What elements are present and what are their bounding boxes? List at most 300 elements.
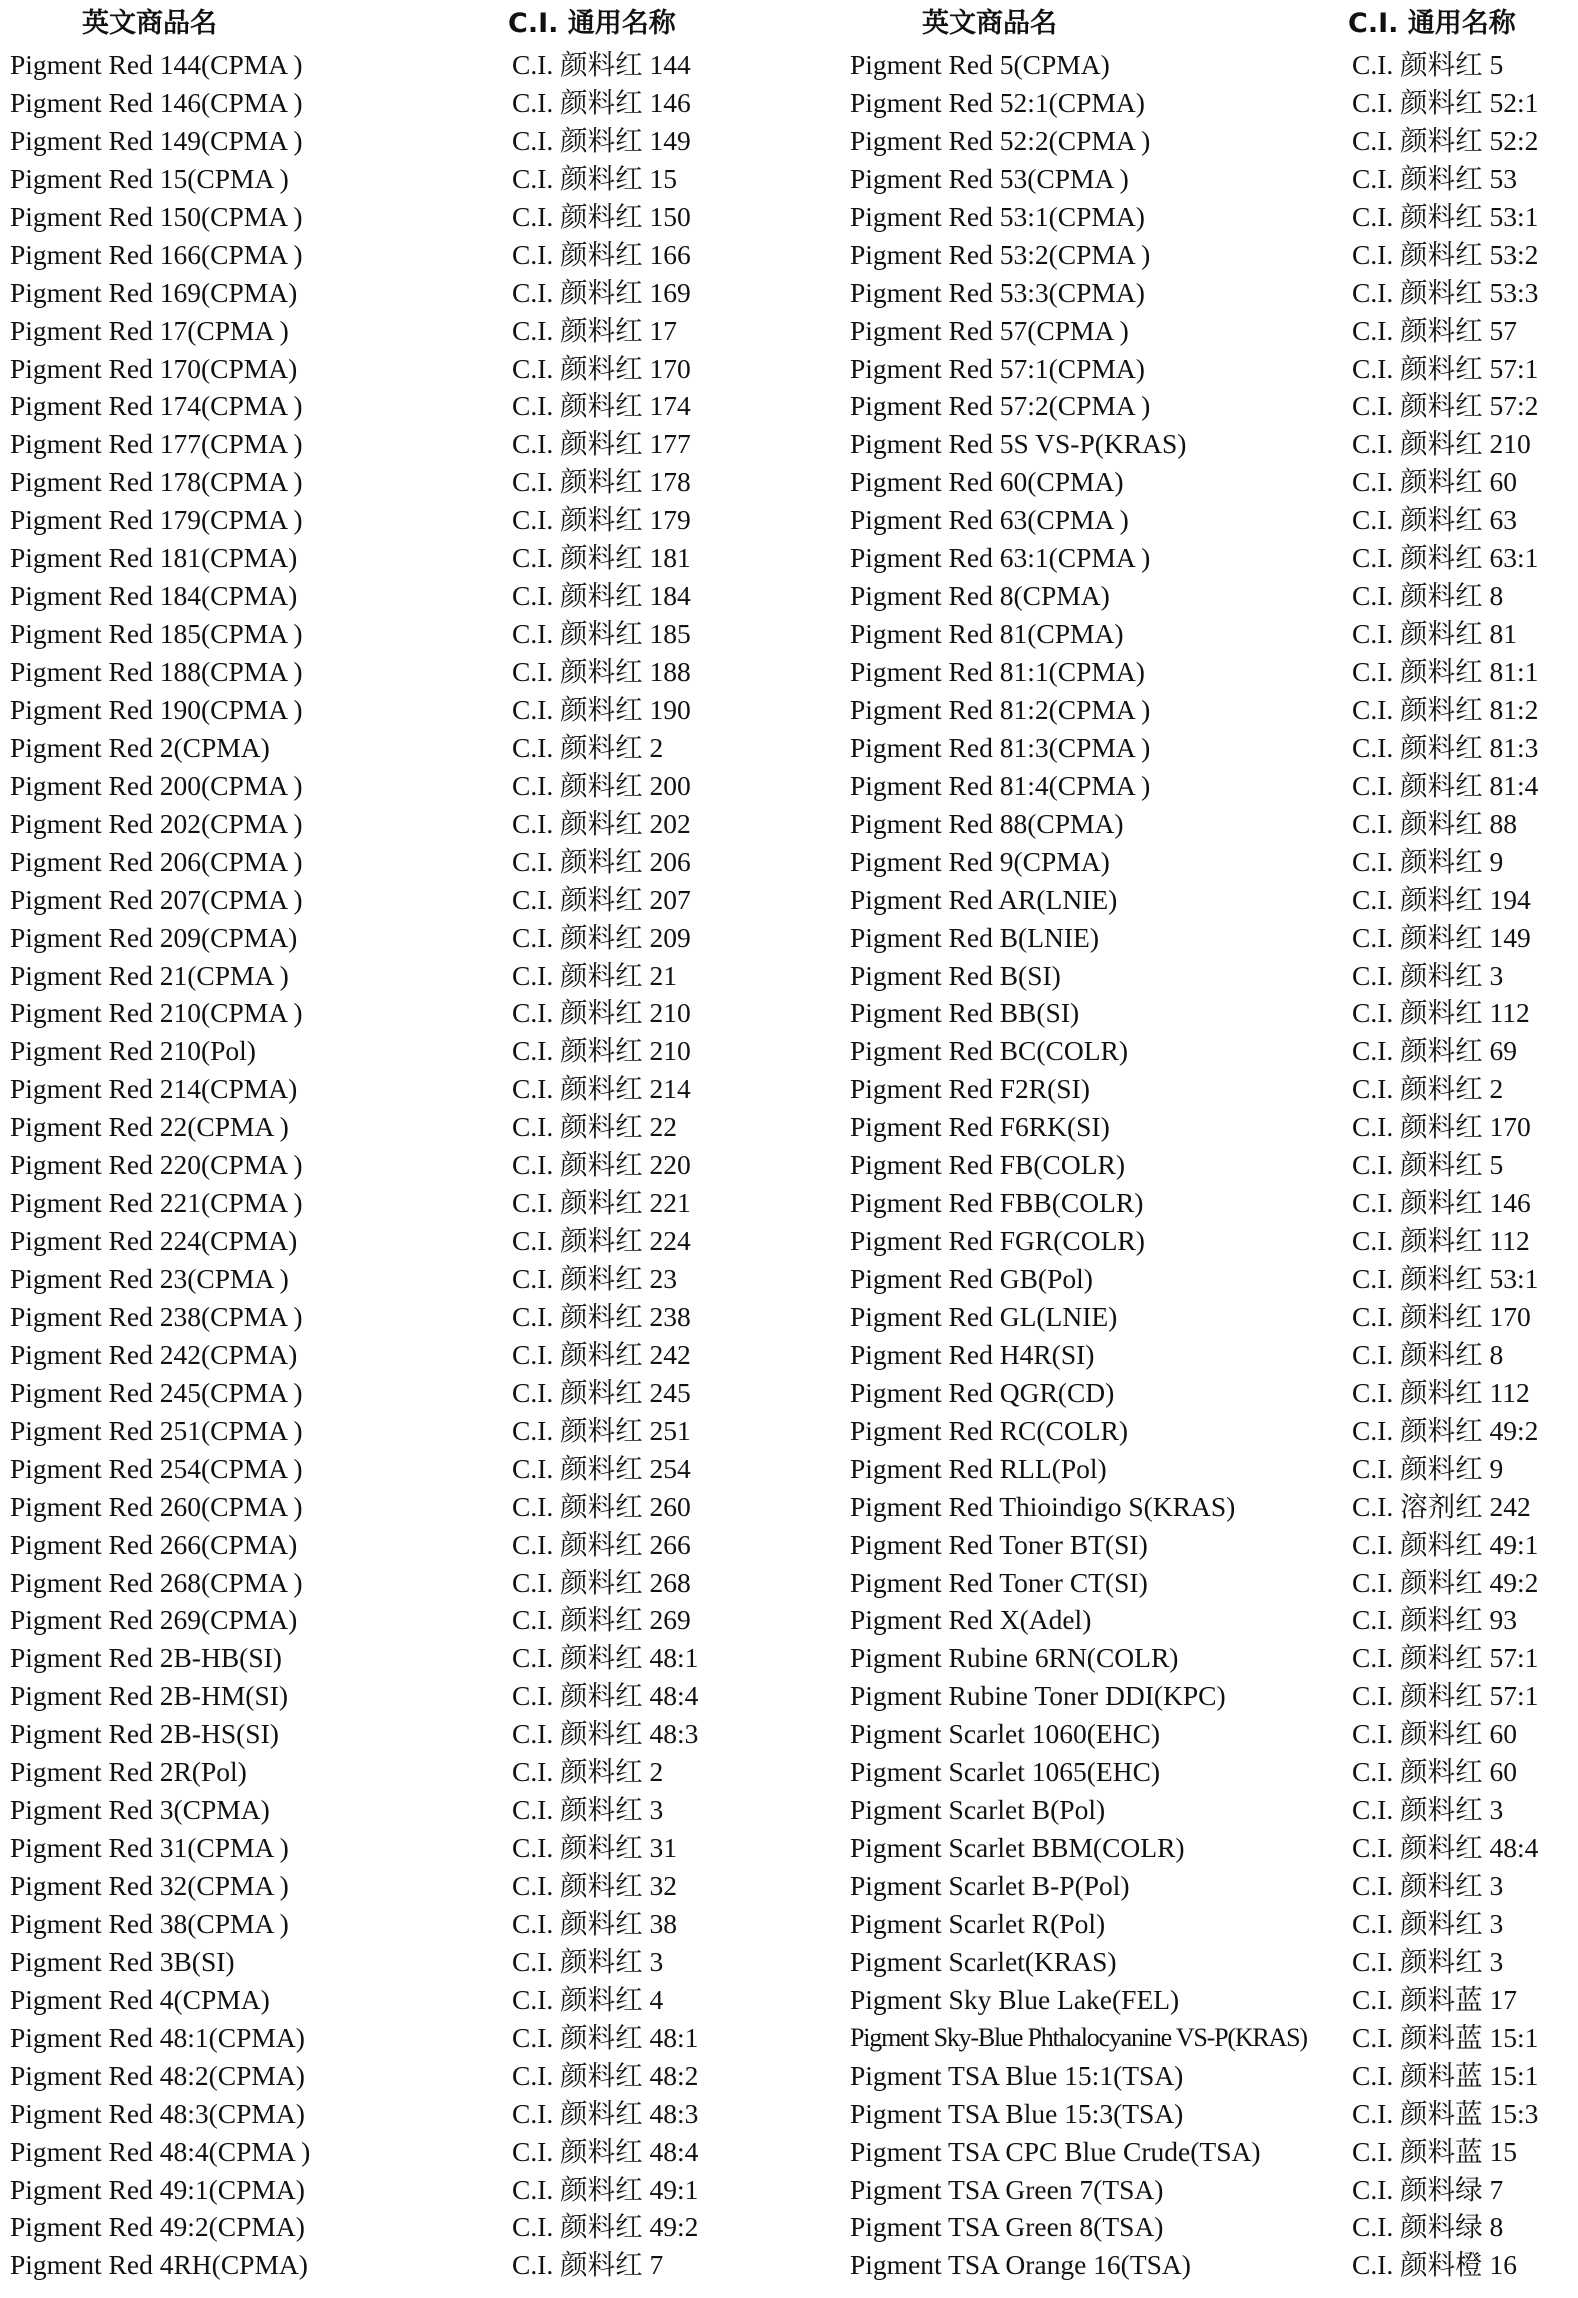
ci-name-cell: C.I. 颜料红 149 <box>512 124 691 156</box>
ci-name-cell: C.I. 颜料红 245 <box>512 1376 691 1408</box>
ci-name-cell: C.I. 颜料红 150 <box>512 200 691 232</box>
ci-name-cell: C.I. 颜料红 210 <box>512 1035 691 1067</box>
ci-name-cell: C.I. 颜料红 9 <box>1352 1452 1504 1484</box>
table-row <box>0 1677 738 1715</box>
ci-name-cell: C.I. 颜料红 112 <box>1352 1225 1530 1257</box>
ci-name-cell: C.I. 颜料红 174 <box>512 390 691 422</box>
ci-name-cell: C.I. 颜料蓝 15:1 <box>1352 2021 1539 2053</box>
table-row <box>840 2171 1578 2209</box>
trade-name-cell: Pigment Red 268(CPMA ) <box>10 1566 303 1598</box>
trade-name-cell: Pigment Red 221(CPMA ) <box>10 1187 303 1219</box>
table-row <box>0 1108 738 1146</box>
table-row <box>0 1184 738 1222</box>
table-row <box>840 1905 1578 1943</box>
trade-name-cell: Pigment Red 179(CPMA ) <box>10 504 303 536</box>
table-row <box>840 919 1578 957</box>
table-row <box>0 2133 738 2171</box>
ci-name-cell: C.I. 颜料红 57:2 <box>1352 390 1539 422</box>
trade-name-cell: Pigment Red RC(COLR) <box>850 1414 1129 1446</box>
trade-name-cell: Pigment Red B(SI) <box>850 959 1061 991</box>
trade-name-cell: Pigment Red 206(CPMA ) <box>10 845 303 877</box>
trade-name-cell: Pigment Red 63(CPMA ) <box>850 504 1129 536</box>
table-row <box>0 1222 738 1260</box>
table-row <box>0 46 738 84</box>
trade-name-cell: Pigment Red 8(CPMA) <box>850 580 1110 612</box>
table-row <box>0 2208 738 2246</box>
table-row <box>0 463 738 501</box>
ci-name-cell: C.I. 颜料红 23 <box>512 1263 677 1294</box>
trade-name-cell: Pigment Red 254(CPMA ) <box>10 1452 303 1484</box>
table-row <box>0 957 738 995</box>
table-row <box>0 1829 738 1867</box>
trade-name-cell: Pigment Red FBB(COLR) <box>850 1187 1144 1219</box>
table-row <box>840 46 1578 84</box>
table-row <box>840 84 1578 122</box>
trade-name-cell: Pigment Red GL(LNIE) <box>850 1300 1118 1332</box>
trade-name-cell: Pigment Red 2B-HM(SI) <box>10 1680 289 1712</box>
trade-name-cell: Pigment Red BC(COLR) <box>850 1035 1129 1067</box>
ci-name-cell: C.I. 颜料红 81 <box>1352 618 1517 650</box>
ci-name-cell: C.I. 颜料绿 7 <box>1352 2173 1504 2205</box>
ci-name-cell: C.I. 颜料红 179 <box>512 504 691 536</box>
trade-name-cell: Pigment Red QGR(CD) <box>850 1376 1115 1408</box>
trade-name-cell: Pigment TSA Blue 15:1(TSA) <box>850 2059 1184 2091</box>
ci-name-cell: C.I. 颜料红 238 <box>512 1300 691 1332</box>
ci-name-cell: C.I. 颜料红 8 <box>1352 1338 1504 1370</box>
table-row <box>0 653 738 691</box>
table-row <box>0 1032 738 1070</box>
ci-name-cell: C.I. 颜料红 210 <box>512 997 691 1029</box>
table-row <box>0 350 738 388</box>
trade-name-cell: Pigment Red 57:2(CPMA ) <box>850 390 1151 422</box>
table-row <box>840 463 1578 501</box>
table-row <box>840 1298 1578 1336</box>
ci-name-cell: C.I. 颜料红 112 <box>1352 997 1530 1029</box>
ci-name-cell: C.I. 颜料红 15 <box>512 162 677 194</box>
trade-name-cell: Pigment Red 210(Pol) <box>10 1035 256 1067</box>
trade-name-cell: Pigment Red 181(CPMA) <box>10 542 298 574</box>
table-row <box>840 2095 1578 2133</box>
table-row <box>840 1146 1578 1184</box>
trade-name-cell: Pigment Red 48:3(CPMA) <box>10 2097 305 2129</box>
ci-name-cell: C.I. 颜料红 210 <box>1352 428 1531 460</box>
trade-name-cell: Pigment Red 3(CPMA) <box>10 1794 270 1826</box>
ci-name-cell: C.I. 颜料红 184 <box>512 580 691 612</box>
trade-name-cell: Pigment Red 48:4(CPMA ) <box>10 2135 311 2167</box>
ci-name-cell: C.I. 颜料红 88 <box>1352 807 1517 839</box>
trade-name-cell: Pigment Red 4RH(CPMA) <box>10 2249 308 2281</box>
table-row <box>0 881 738 919</box>
table-row <box>840 653 1578 691</box>
table-row <box>0 1601 738 1639</box>
trade-name-cell: Pigment Red 174(CPMA ) <box>10 390 303 422</box>
ci-name-cell: C.I. 颜料红 49:2 <box>1352 1566 1539 1598</box>
table-row <box>0 1753 738 1791</box>
trade-name-cell: Pigment Red 144(CPMA ) <box>10 49 303 80</box>
trade-name-cell: Pigment Red 53(CPMA ) <box>850 162 1129 194</box>
trade-name-cell: Pigment Rubine 6RN(COLR) <box>850 1642 1179 1674</box>
trade-name-cell: Pigment Red Toner CT(SI) <box>850 1566 1148 1598</box>
trade-name-cell: Pigment TSA Green 7(TSA) <box>850 2173 1164 2205</box>
ci-name-cell: C.I. 颜料红 3 <box>1352 1907 1504 1939</box>
trade-name-cell: Pigment Red 60(CPMA) <box>850 466 1124 498</box>
ci-name-cell: C.I. 颜料红 200 <box>512 769 691 801</box>
header-trade-name: 英文商品名 <box>82 8 217 39</box>
ci-name-cell: C.I. 颜料红 7 <box>512 2249 664 2281</box>
trade-name-cell: Pigment Red 49:1(CPMA) <box>10 2173 305 2205</box>
table-row <box>840 767 1578 805</box>
table-row <box>840 2133 1578 2171</box>
ci-name-cell: C.I. 颜料红 48:3 <box>512 2097 699 2129</box>
ci-name-cell: C.I. 颜料红 221 <box>512 1187 691 1219</box>
trade-name-cell: Pigment Red 214(CPMA) <box>10 1073 298 1105</box>
trade-name-cell: Pigment Red F6RK(SI) <box>850 1111 1110 1143</box>
table-row <box>840 1526 1578 1564</box>
table-row <box>0 843 738 881</box>
ci-name-cell: C.I. 颜料红 178 <box>512 466 691 498</box>
trade-name-cell: Pigment Red X(Adel) <box>850 1604 1092 1636</box>
table-row <box>0 1791 738 1829</box>
table-row <box>840 1715 1578 1753</box>
ci-name-cell: C.I. 颜料红 209 <box>512 921 691 953</box>
trade-name-cell: Pigment Red 177(CPMA ) <box>10 428 303 460</box>
ci-name-cell: C.I. 颜料红 81:3 <box>1352 731 1539 763</box>
table-row <box>0 1639 738 1677</box>
trade-name-cell: Pigment Red 209(CPMA) <box>10 921 298 953</box>
trade-name-cell: Pigment Red 3B(SI) <box>10 1945 235 1977</box>
table-row <box>0 312 738 350</box>
table-row <box>0 1488 738 1526</box>
table-row <box>0 805 738 843</box>
ci-name-cell: C.I. 颜料红 57:1 <box>1352 1680 1539 1712</box>
trade-name-cell: Pigment TSA Green 8(TSA) <box>850 2211 1164 2243</box>
ci-name-cell: C.I. 颜料红 81:1 <box>1352 656 1539 687</box>
table-row <box>840 274 1578 312</box>
table-row <box>840 1677 1578 1715</box>
ci-name-cell: C.I. 颜料红 2 <box>512 731 664 763</box>
table-row <box>0 615 738 653</box>
table-row <box>840 350 1578 388</box>
ci-name-cell: C.I. 颜料红 48:2 <box>512 2059 699 2091</box>
ci-name-cell: C.I. 颜料红 93 <box>1352 1604 1517 1636</box>
trade-name-cell: Pigment Scarlet(KRAS) <box>850 1945 1117 1977</box>
ci-name-cell: C.I. 颜料红 169 <box>512 276 691 308</box>
trade-name-cell: Pigment Red 23(CPMA ) <box>10 1263 289 1294</box>
table-row <box>0 1412 738 1450</box>
table-row <box>0 1526 738 1564</box>
trade-name-cell: Pigment Red 53:3(CPMA) <box>850 276 1145 308</box>
trade-name-cell: Pigment Red 52:2(CPMA ) <box>850 124 1151 156</box>
table-row <box>0 1981 738 2019</box>
table-row <box>0 84 738 122</box>
table-row <box>840 425 1578 463</box>
ci-name-cell: C.I. 颜料红 21 <box>512 959 677 991</box>
trade-name-cell: Pigment Red 81:1(CPMA) <box>850 656 1145 687</box>
ci-name-cell: C.I. 颜料红 254 <box>512 1452 691 1484</box>
trade-name-cell: Pigment Rubine Toner DDI(KPC) <box>850 1680 1226 1712</box>
table-row <box>0 2246 738 2284</box>
ci-name-cell: C.I. 颜料红 202 <box>512 807 691 839</box>
table-row <box>0 425 738 463</box>
table-row <box>840 2246 1578 2284</box>
table-row <box>840 2019 1578 2057</box>
trade-name-cell: Pigment Red H4R(SI) <box>850 1338 1095 1370</box>
table-row <box>840 1412 1578 1450</box>
trade-name-cell: Pigment Red Thioindigo S(KRAS) <box>850 1490 1236 1522</box>
trade-name-cell: Pigment Red 149(CPMA ) <box>10 124 303 156</box>
ci-name-cell: C.I. 颜料红 194 <box>1352 883 1531 915</box>
ci-name-cell: C.I. 颜料红 53:2 <box>1352 238 1539 270</box>
ci-name-cell: C.I. 颜料红 170 <box>512 352 691 384</box>
trade-name-cell: Pigment Red 31(CPMA ) <box>10 1832 289 1864</box>
ci-name-cell: C.I. 颜料红 206 <box>512 845 691 877</box>
trade-name-cell: Pigment Red 2B-HS(SI) <box>10 1718 279 1750</box>
ci-name-cell: C.I. 颜料红 146 <box>1352 1187 1531 1219</box>
trade-name-cell: Pigment Red 260(CPMA ) <box>10 1490 303 1522</box>
table-row <box>840 957 1578 995</box>
trade-name-cell: Pigment Red 9(CPMA) <box>850 845 1110 877</box>
trade-name-cell: Pigment Red 266(CPMA) <box>10 1528 298 1560</box>
ci-name-cell: C.I. 颜料红 53:1 <box>1352 1263 1539 1294</box>
ci-name-cell: C.I. 颜料红 81:4 <box>1352 769 1539 801</box>
table-row <box>840 501 1578 539</box>
table-row <box>840 236 1578 274</box>
ci-name-cell: C.I. 颜料红 38 <box>512 1907 677 1939</box>
trade-name-cell: Pigment Red FGR(COLR) <box>850 1225 1145 1257</box>
table-row <box>840 881 1578 919</box>
table-row <box>840 160 1578 198</box>
ci-name-cell: C.I. 颜料红 60 <box>1352 466 1517 498</box>
ci-name-cell: C.I. 颜料红 52:2 <box>1352 124 1539 156</box>
ci-name-cell: C.I. 颜料红 48:4 <box>512 2135 699 2167</box>
table-row <box>840 2057 1578 2095</box>
table-row <box>840 198 1578 236</box>
ci-name-cell: C.I. 颜料蓝 15:1 <box>1352 2059 1539 2091</box>
trade-name-cell: Pigment Red 52:1(CPMA) <box>850 86 1145 118</box>
trade-name-cell: Pigment Red F2R(SI) <box>850 1073 1090 1105</box>
trade-name-cell: Pigment Red 81:2(CPMA ) <box>850 693 1151 725</box>
trade-name-cell: Pigment Red FB(COLR) <box>850 1149 1126 1181</box>
ci-name-cell: C.I. 颜料红 52:1 <box>1352 86 1539 118</box>
ci-name-cell: C.I. 颜料红 53 <box>1352 162 1517 194</box>
trade-name-cell: Pigment Scarlet B-P(Pol) <box>850 1870 1130 1901</box>
table-row <box>0 122 738 160</box>
trade-name-cell: Pigment Red 269(CPMA) <box>10 1604 298 1636</box>
trade-name-cell: Pigment Red 207(CPMA ) <box>10 883 303 915</box>
trade-name-cell: Pigment Red 2B-HB(SI) <box>10 1642 282 1674</box>
header-ci-name: C.I. 通用名称 <box>508 8 676 39</box>
ci-name-cell: C.I. 颜料红 251 <box>512 1414 691 1446</box>
table-row <box>840 1108 1578 1146</box>
table-row <box>840 1867 1578 1905</box>
ci-name-cell: C.I. 颜料蓝 15 <box>1352 2135 1517 2167</box>
trade-name-cell: Pigment Red 251(CPMA ) <box>10 1414 303 1446</box>
table-row <box>0 1260 738 1298</box>
table-row <box>0 2095 738 2133</box>
table-row <box>840 1564 1578 1602</box>
table-row <box>0 1070 738 1108</box>
trade-name-cell: Pigment Scarlet 1065(EHC) <box>850 1756 1161 1788</box>
ci-name-cell: C.I. 颜料红 32 <box>512 1870 677 1901</box>
table-row <box>0 1715 738 1753</box>
trade-name-cell: Pigment Red 32(CPMA ) <box>10 1870 289 1901</box>
trade-name-cell: Pigment Red 17(CPMA ) <box>10 314 289 346</box>
table-row <box>0 1564 738 1602</box>
table-row <box>0 1450 738 1488</box>
ci-name-cell: C.I. 颜料红 49:1 <box>512 2173 699 2205</box>
ci-name-cell: C.I. 颜料红 9 <box>1352 845 1504 877</box>
trade-name-cell: Pigment Red 81:4(CPMA ) <box>850 769 1151 801</box>
ci-name-cell: C.I. 溶剂红 242 <box>1352 1490 1531 1522</box>
table-row <box>0 577 738 615</box>
trade-name-cell: Pigment Red 220(CPMA ) <box>10 1149 303 1181</box>
ci-name-cell: C.I. 颜料红 3 <box>1352 1794 1504 1826</box>
table-row <box>840 577 1578 615</box>
trade-name-cell: Pigment Red B(LNIE) <box>850 921 1099 953</box>
table-row <box>0 274 738 312</box>
table-row <box>0 2171 738 2209</box>
ci-name-cell: C.I. 颜料红 48:1 <box>512 1642 699 1674</box>
ci-name-cell: C.I. 颜料红 269 <box>512 1604 691 1636</box>
trade-name-cell: Pigment Red 169(CPMA) <box>10 276 298 308</box>
table-row <box>840 1791 1578 1829</box>
trade-name-cell: Pigment Red 15(CPMA ) <box>10 162 289 194</box>
ci-name-cell: C.I. 颜料红 260 <box>512 1490 691 1522</box>
ci-name-cell: C.I. 颜料红 3 <box>512 1794 664 1826</box>
ci-name-cell: C.I. 颜料红 224 <box>512 1225 691 1257</box>
trade-name-cell: Pigment Red 224(CPMA) <box>10 1225 298 1257</box>
table-row <box>840 994 1578 1032</box>
table-row <box>0 1374 738 1412</box>
ci-name-cell: C.I. 颜料红 57:1 <box>1352 1642 1539 1674</box>
ci-name-cell: C.I. 颜料红 149 <box>1352 921 1531 953</box>
trade-name-cell: Pigment Red 190(CPMA ) <box>10 693 303 725</box>
ci-name-cell: C.I. 颜料红 146 <box>512 86 691 118</box>
table-row <box>840 1032 1578 1070</box>
ci-name-cell: C.I. 颜料红 166 <box>512 238 691 270</box>
trade-name-cell: Pigment Red 2(CPMA) <box>10 731 270 763</box>
table-row <box>0 919 738 957</box>
ci-name-cell: C.I. 颜料红 63 <box>1352 504 1517 536</box>
ci-name-cell: C.I. 颜料红 5 <box>1352 1149 1504 1181</box>
ci-name-cell: C.I. 颜料红 185 <box>512 618 691 650</box>
table-row <box>0 767 738 805</box>
table-row <box>0 539 738 577</box>
ci-name-cell: C.I. 颜料红 8 <box>1352 580 1504 612</box>
header-trade-name: 英文商品名 <box>922 8 1057 39</box>
table-row <box>840 387 1578 425</box>
ci-name-cell: C.I. 颜料红 190 <box>512 693 691 725</box>
ci-name-cell: C.I. 颜料红 49:2 <box>512 2211 699 2243</box>
table-row <box>840 312 1578 350</box>
table-row <box>0 2019 738 2057</box>
ci-name-cell: C.I. 颜料红 4 <box>512 1983 664 2015</box>
trade-name-cell: Pigment Red AR(LNIE) <box>850 883 1118 915</box>
trade-name-cell: Pigment Red 21(CPMA ) <box>10 959 289 991</box>
trade-name-cell: Pigment Red 210(CPMA ) <box>10 997 303 1029</box>
table-row <box>0 1336 738 1374</box>
trade-name-cell: Pigment Red Toner BT(SI) <box>850 1528 1148 1560</box>
table-row <box>840 2208 1578 2246</box>
trade-name-cell: Pigment TSA CPC Blue Crude(TSA) <box>850 2135 1261 2167</box>
ci-name-cell: C.I. 颜料红 17 <box>512 314 677 346</box>
ci-name-cell: C.I. 颜料红 53:3 <box>1352 276 1539 308</box>
table-row <box>0 1146 738 1184</box>
table-row <box>0 387 738 425</box>
ci-name-cell: C.I. 颜料红 48:4 <box>1352 1832 1539 1864</box>
trade-name-cell: Pigment Red 166(CPMA ) <box>10 238 303 270</box>
trade-name-cell: Pigment Red 184(CPMA) <box>10 580 298 612</box>
trade-name-cell: Pigment Red 81:3(CPMA ) <box>850 731 1151 763</box>
table-row <box>0 1298 738 1336</box>
ci-name-cell: C.I. 颜料红 81:2 <box>1352 693 1539 725</box>
trade-name-cell: Pigment TSA Orange 16(TSA) <box>850 2249 1191 2281</box>
ci-name-cell: C.I. 颜料红 2 <box>512 1756 664 1788</box>
ci-name-cell: C.I. 颜料红 188 <box>512 656 691 687</box>
table-row <box>0 729 738 767</box>
ci-name-cell: C.I. 颜料蓝 15:3 <box>1352 2097 1539 2129</box>
trade-name-cell: Pigment TSA Blue 15:3(TSA) <box>850 2097 1184 2129</box>
trade-name-cell: Pigment Scarlet R(Pol) <box>850 1907 1106 1939</box>
table-row <box>0 994 738 1032</box>
ci-name-cell: C.I. 颜料红 48:4 <box>512 1680 699 1712</box>
table-row <box>840 1222 1578 1260</box>
table-row <box>0 691 738 729</box>
ci-name-cell: C.I. 颜料橙 16 <box>1352 2249 1517 2281</box>
trade-name-cell: Pigment Red 53:2(CPMA ) <box>850 238 1151 270</box>
ci-name-cell: C.I. 颜料红 268 <box>512 1566 691 1598</box>
table-row <box>840 539 1578 577</box>
trade-name-cell: Pigment Red 200(CPMA ) <box>10 769 303 801</box>
trade-name-cell: Pigment Red 178(CPMA ) <box>10 466 303 498</box>
table-row <box>0 1867 738 1905</box>
trade-name-cell: Pigment Red 53:1(CPMA) <box>850 200 1145 232</box>
ci-name-cell: C.I. 颜料红 31 <box>512 1832 677 1864</box>
ci-name-cell: C.I. 颜料红 22 <box>512 1111 677 1143</box>
ci-name-cell: C.I. 颜料红 49:2 <box>1352 1414 1539 1446</box>
trade-name-cell: Pigment Red 48:1(CPMA) <box>10 2021 305 2053</box>
trade-name-cell: Pigment Scarlet 1060(EHC) <box>850 1718 1161 1750</box>
table-row <box>840 691 1578 729</box>
ci-name-cell: C.I. 颜料红 3 <box>512 1945 664 1977</box>
ci-name-cell: C.I. 颜料蓝 17 <box>1352 1983 1517 2015</box>
ci-name-cell: C.I. 颜料红 177 <box>512 428 691 460</box>
ci-name-cell: C.I. 颜料红 170 <box>1352 1300 1531 1332</box>
table-row <box>840 1943 1578 1981</box>
table-row <box>840 1753 1578 1791</box>
table-row <box>0 501 738 539</box>
trade-name-cell: Pigment Red 5(CPMA) <box>850 49 1110 80</box>
table-row <box>0 198 738 236</box>
trade-name-cell: Pigment Red 48:2(CPMA) <box>10 2059 305 2091</box>
trade-name-cell: Pigment Red GB(Pol) <box>850 1263 1093 1294</box>
trade-name-cell: Pigment Red 57(CPMA ) <box>850 314 1129 346</box>
trade-name-cell: Pigment Red 88(CPMA) <box>850 807 1124 839</box>
ci-name-cell: C.I. 颜料红 69 <box>1352 1035 1517 1067</box>
trade-name-cell: Pigment Red 170(CPMA) <box>10 352 298 384</box>
trade-name-cell: Pigment Red 4(CPMA) <box>10 1983 270 2015</box>
table-row <box>840 1260 1578 1298</box>
left-rows <box>0 46 738 2284</box>
trade-name-cell: Pigment Red 188(CPMA ) <box>10 656 303 687</box>
trade-name-cell: Pigment Red 146(CPMA ) <box>10 86 303 118</box>
ci-name-cell: C.I. 颜料红 3 <box>1352 959 1504 991</box>
trade-name-cell: Pigment Red 202(CPMA ) <box>10 807 303 839</box>
table-row <box>840 843 1578 881</box>
ci-name-cell: C.I. 颜料红 144 <box>512 49 691 80</box>
trade-name-cell: Pigment Red 5S VS-P(KRAS) <box>850 428 1187 460</box>
table-row <box>840 805 1578 843</box>
